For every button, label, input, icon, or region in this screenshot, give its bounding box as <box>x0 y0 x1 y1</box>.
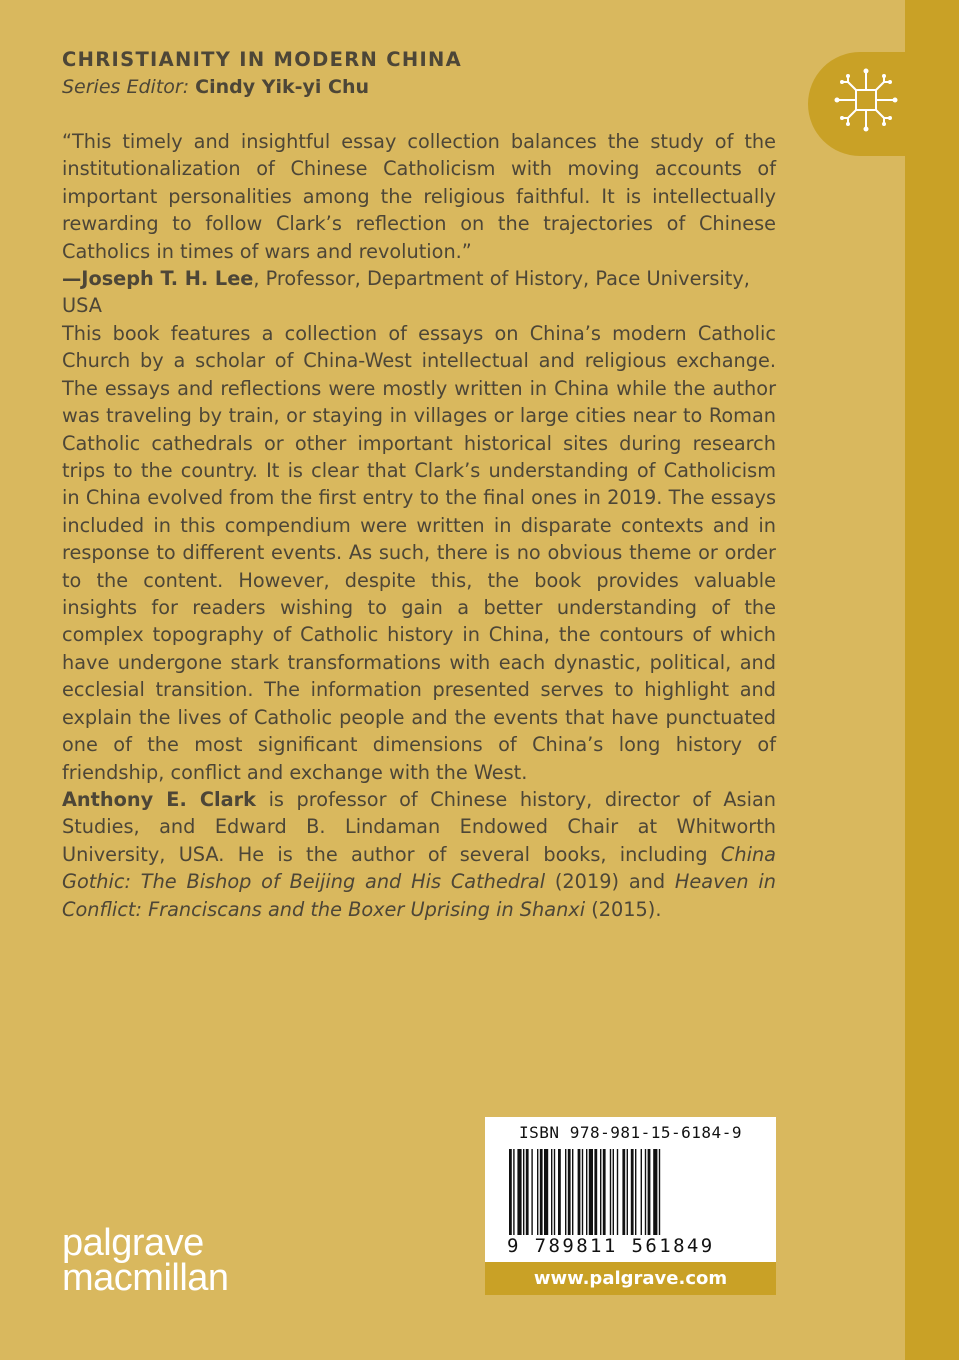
spine-band <box>905 0 959 1360</box>
barcode-bars <box>507 1149 757 1235</box>
barcode-bar <box>648 1149 651 1235</box>
barcode-bar <box>659 1149 660 1235</box>
publisher-line-2: macmillan <box>62 1257 229 1299</box>
series-editor-name: Cindy Yik-yi Chu <box>195 76 370 98</box>
author-bio <box>62 786 776 923</box>
barcode-bar <box>568 1149 571 1235</box>
barcode-bar <box>594 1149 597 1235</box>
quote-attribution-name: —Joseph T. H. Lee <box>62 267 254 291</box>
barcode-bar <box>565 1149 566 1235</box>
barcode-bar <box>586 1149 587 1235</box>
publisher-line-1: palgrave <box>62 1222 204 1264</box>
barcode-bar <box>537 1149 538 1235</box>
publisher-logo <box>62 1222 229 1299</box>
website-url[interactable]: www.palgrave.com <box>485 1262 776 1295</box>
barcode-bar <box>617 1149 618 1235</box>
barcode-bar <box>589 1149 593 1235</box>
barcode-bar <box>578 1149 581 1235</box>
barcode-bar <box>523 1149 524 1235</box>
bio-book-2: Heaven in Conflict: Franciscans and the Boxer Uprising in Shanxi <box>62 870 776 921</box>
barcode-bar <box>531 1149 532 1235</box>
description-text: This book features a collection of essays on China’s modern Catholic Church by a scholar of China-West intellectual and religious exchange. The essays and reflections were mostly written in China while the author was traveling by train, or staying in villages or large cities near to Roman Catholic cathedrals or other important historical sites during research trips to the country. It is clear that Clark’s understanding of Catholicism in China evolved from the first entry to the final ones in 2019. The essays included in this compendium were written in disparate contexts and in response to different events. As such, there is no obvious theme or order to the content. However, despite this, the book provides valuable insights for readers wishing to gain a better understanding of the complex topography of Catholic history in China, the contours of which have undergone stark transformations with each dynastic, political, and ecclesial transition. The information presented serves to highlight and explain the lives of Catholic people and the events that have punctuated one of the most significant dimensions of China’s long history of friendship, conflict and exchange with the West. <box>62 322 776 784</box>
series-editor-label: Series Editor: <box>62 76 190 98</box>
barcode-bar <box>517 1149 521 1235</box>
quote-attribution <box>62 265 776 320</box>
barcode-bar <box>603 1149 606 1235</box>
barcode-bar <box>582 1149 583 1235</box>
barcode-bar <box>554 1149 555 1235</box>
palgrave-network-logo-icon <box>828 62 904 138</box>
barcode-bar <box>653 1149 657 1235</box>
bio-text-2: (2019) and <box>545 870 675 894</box>
quote-text: “This timely and insightful essay collection balances the study of the institutionalization of Chinese Catholicism with moving accounts of important personalities among the religious faithful. It is intellectually rewarding to follow Clark’s reflection on the trajectories of Chinese Catholics in times of wars and revolution.” <box>62 130 776 263</box>
bio-book-1: China Gothic: The Bishop of Beijing and His Cathedral <box>62 842 776 894</box>
endorsement-quote <box>62 128 776 320</box>
barcode-bar <box>641 1149 642 1235</box>
barcode-bar <box>610 1149 611 1235</box>
barcode-bar <box>540 1149 543 1235</box>
bio-text-1: is professor of Chinese history, director of Asian Studies, and Edward B. Lindaman Endowed Chair at Whitworth University, USA. He is the author of several books, including <box>62 788 776 866</box>
isbn-label: ISBN 978-981-15-6184-9 <box>519 1123 742 1142</box>
barcode-bar <box>572 1149 573 1235</box>
barcode-bar <box>600 1149 601 1235</box>
quote-attribution-affiliation: , Professor, Department of History, Pace University, USA <box>62 267 750 318</box>
barcode-bar <box>635 1149 636 1235</box>
barcode-bar <box>544 1149 548 1235</box>
isbn-barcode <box>485 1117 776 1262</box>
book-description <box>62 320 776 786</box>
barcode-bar <box>627 1149 628 1235</box>
barcode-bar <box>509 1149 512 1235</box>
bio-text-3: (2015). <box>585 897 662 921</box>
barcode-bar <box>551 1149 552 1235</box>
barcode-digits: 9 789811 561849 <box>507 1235 757 1257</box>
barcode-bar <box>558 1149 561 1235</box>
barcode-bar <box>622 1149 625 1235</box>
author-name: Anthony E. Clark <box>62 788 257 811</box>
barcode-bar <box>513 1149 514 1235</box>
barcode-bar <box>645 1149 646 1235</box>
series-title: CHRISTIANITY IN MODERN CHINA <box>62 48 463 71</box>
barcode-bar <box>526 1149 529 1235</box>
series-editor <box>62 76 369 98</box>
logo-tab <box>808 52 959 156</box>
barcode-bar <box>631 1149 634 1235</box>
barcode-bar <box>613 1149 614 1235</box>
